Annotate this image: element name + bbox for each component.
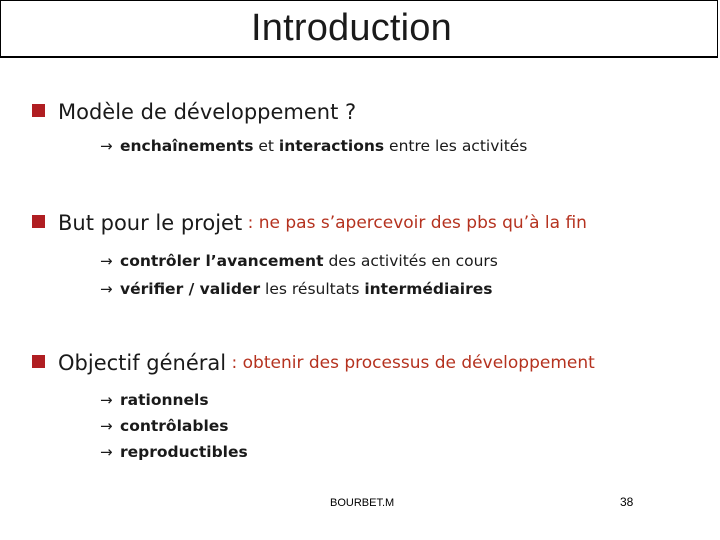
sub-text-bold: interactions [278, 137, 385, 155]
bullet-1 [32, 100, 356, 124]
sub-text: et [253, 137, 279, 155]
bullet-square-icon [32, 355, 45, 368]
title-box [0, 0, 718, 58]
bullet-2-accent: : ne pas s’apercevoir des pbs qu’à la fin [242, 213, 587, 233]
sub-text: des activités en cours [323, 252, 498, 270]
bullet-3 [32, 351, 595, 375]
arrow-icon: → [100, 280, 113, 298]
sub-text-bold: intermédiaires [364, 280, 493, 298]
sub-text-bold: enchaînements [120, 137, 254, 155]
sub-text-bold: contrôlables [120, 417, 229, 435]
bullet-3-main: Objectif général [58, 351, 227, 375]
sub-item-3-1 [100, 391, 209, 409]
sub-item-2-2 [100, 280, 492, 298]
bullet-1-main: Modèle de développement ? [58, 100, 357, 124]
sub-item-2-1 [100, 252, 498, 270]
sub-item-3-3 [100, 443, 248, 461]
sub-text-bold: contrôler l’avancement [120, 252, 324, 270]
sub-text: entre les activités [384, 137, 528, 155]
footer-author: BOURBET.M [330, 497, 395, 509]
arrow-icon: → [100, 443, 113, 461]
sub-text-bold: rationnels [120, 391, 209, 409]
arrow-icon: → [100, 252, 113, 270]
arrow-icon: → [100, 417, 113, 435]
sub-item-3-2 [100, 417, 229, 435]
bullet-2 [32, 211, 587, 235]
sub-text-bold: vérifier / valider [120, 280, 261, 298]
arrow-icon: → [100, 137, 113, 155]
bullet-3-accent: : obtenir des processus de développement [226, 353, 595, 373]
sub-item-1-1 [100, 137, 527, 155]
footer-page-number: 38 [620, 495, 634, 509]
sub-text-bold: reproductibles [120, 443, 248, 461]
slide-title: Introduction [251, 7, 452, 49]
sub-text: les résultats [260, 280, 365, 298]
bullet-2-main: But pour le projet [58, 211, 243, 235]
bullet-square-icon [32, 215, 45, 228]
arrow-icon: → [100, 391, 113, 409]
bullet-square-icon [32, 104, 45, 117]
